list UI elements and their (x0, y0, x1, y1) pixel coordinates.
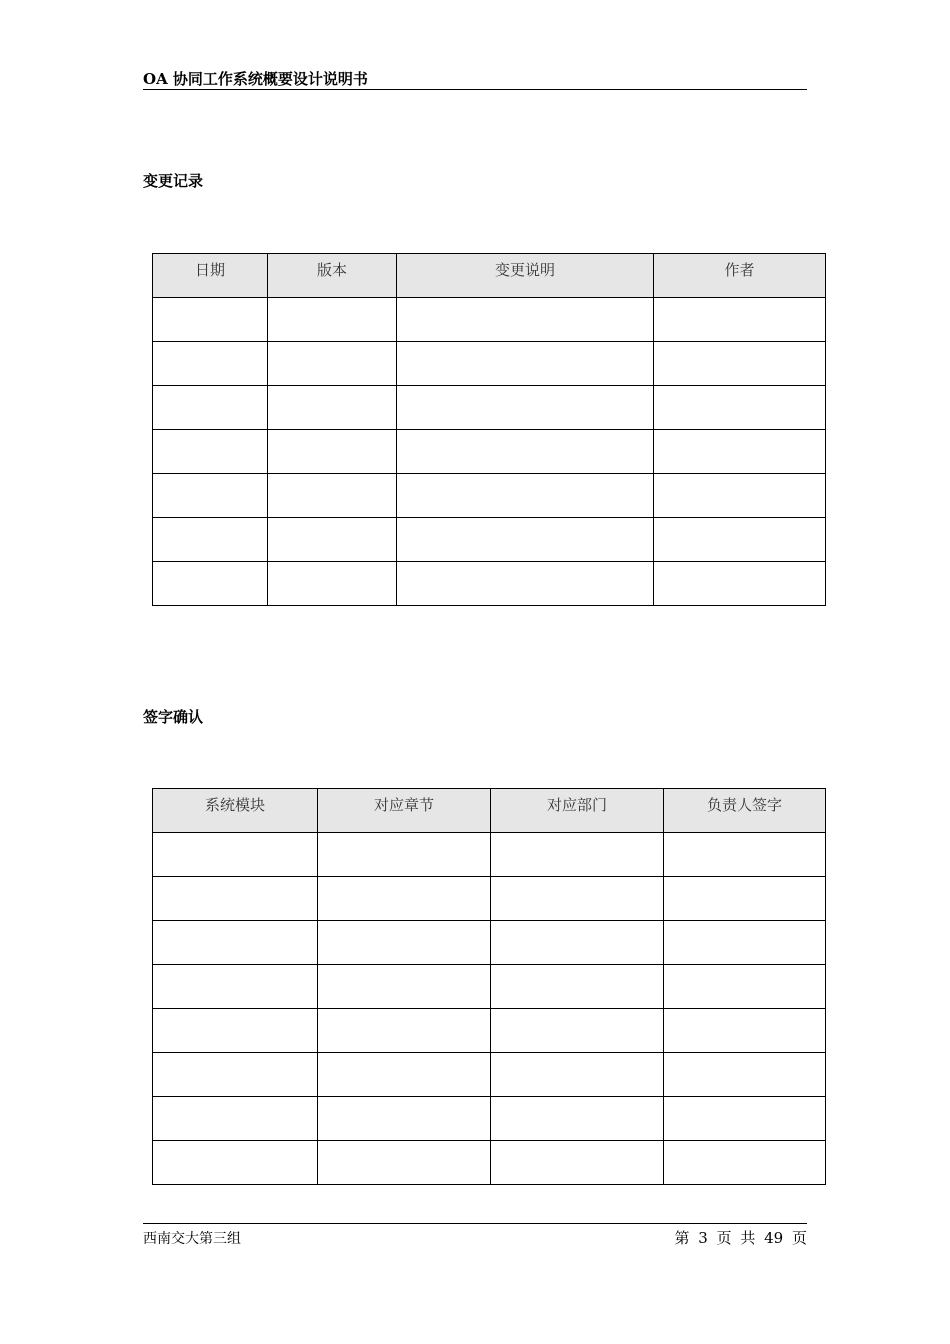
table-cell (153, 474, 268, 518)
table-cell (318, 833, 491, 877)
table-cell (153, 430, 268, 474)
table-cell (318, 1097, 491, 1141)
column-header-department: 对应部门 (491, 789, 664, 833)
table-cell (268, 518, 397, 562)
change-record-title: 变更记录 (143, 172, 204, 190)
table-cell (491, 965, 664, 1009)
table-cell (153, 298, 268, 342)
table-row (153, 386, 826, 430)
column-header-chapter: 对应章节 (318, 789, 491, 833)
table-cell (654, 474, 826, 518)
table-cell (153, 1097, 318, 1141)
table-cell (153, 1141, 318, 1185)
table-cell (664, 1053, 826, 1097)
table-cell (153, 562, 268, 606)
table-cell (153, 965, 318, 1009)
table-cell (268, 430, 397, 474)
table-cell (654, 386, 826, 430)
table-cell (654, 298, 826, 342)
table-cell (654, 342, 826, 386)
column-header-author: 作者 (654, 254, 826, 298)
table-cell (654, 562, 826, 606)
table-cell (664, 1009, 826, 1053)
column-header-signature: 负责人签字 (664, 789, 826, 833)
table-cell (491, 877, 664, 921)
table-row (153, 965, 826, 1009)
change-record-header-row (153, 254, 826, 298)
table-cell (153, 833, 318, 877)
footer-organization: 西南交大第三组 (143, 1231, 241, 1247)
table-cell (491, 1053, 664, 1097)
table-cell (318, 921, 491, 965)
table-cell (153, 1053, 318, 1097)
signature-header-row (153, 789, 826, 833)
table-cell (491, 1097, 664, 1141)
column-header-version: 版本 (268, 254, 397, 298)
table-row (153, 1097, 826, 1141)
table-row (153, 298, 826, 342)
column-header-system-module: 系统模块 (153, 789, 318, 833)
table-cell (153, 518, 268, 562)
document-header-title: OA 协同工作系统概要设计说明书 (143, 70, 368, 88)
table-cell (268, 386, 397, 430)
table-cell (318, 877, 491, 921)
table-cell (397, 386, 654, 430)
table-cell (397, 298, 654, 342)
header-divider (143, 89, 807, 90)
change-record-table (152, 253, 826, 606)
table-cell (268, 562, 397, 606)
table-cell (268, 342, 397, 386)
table-cell (397, 342, 654, 386)
table-row (153, 518, 826, 562)
footer-divider (143, 1223, 807, 1224)
table-row (153, 1009, 826, 1053)
table-cell (664, 1141, 826, 1185)
table-cell (491, 1009, 664, 1053)
table-row (153, 342, 826, 386)
table-cell (318, 1053, 491, 1097)
table-cell (654, 518, 826, 562)
footer-page-number: 第 3 页 共 49 页 (674, 1229, 807, 1247)
table-cell (664, 1097, 826, 1141)
table-cell (397, 430, 654, 474)
table-cell (397, 474, 654, 518)
table-cell (664, 877, 826, 921)
table-cell (268, 298, 397, 342)
signature-confirmation-table (152, 788, 826, 1185)
table-cell (397, 562, 654, 606)
table-cell (654, 430, 826, 474)
table-cell (664, 965, 826, 1009)
table-row (153, 877, 826, 921)
table-cell (318, 1141, 491, 1185)
table-cell (664, 833, 826, 877)
table-row (153, 1141, 826, 1185)
table-cell (491, 833, 664, 877)
table-cell (153, 342, 268, 386)
table-cell (268, 474, 397, 518)
table-row (153, 474, 826, 518)
table-row (153, 833, 826, 877)
table-cell (153, 921, 318, 965)
table-cell (153, 1009, 318, 1053)
signature-confirmation-title: 签字确认 (143, 708, 204, 726)
table-cell (153, 386, 268, 430)
table-cell (397, 518, 654, 562)
column-header-date: 日期 (153, 254, 268, 298)
column-header-change-description: 变更说明 (397, 254, 654, 298)
table-cell (318, 965, 491, 1009)
table-cell (491, 1141, 664, 1185)
table-row (153, 430, 826, 474)
table-cell (153, 877, 318, 921)
table-cell (491, 921, 664, 965)
table-cell (318, 1009, 491, 1053)
table-row (153, 562, 826, 606)
table-row (153, 921, 826, 965)
table-cell (664, 921, 826, 965)
table-row (153, 1053, 826, 1097)
